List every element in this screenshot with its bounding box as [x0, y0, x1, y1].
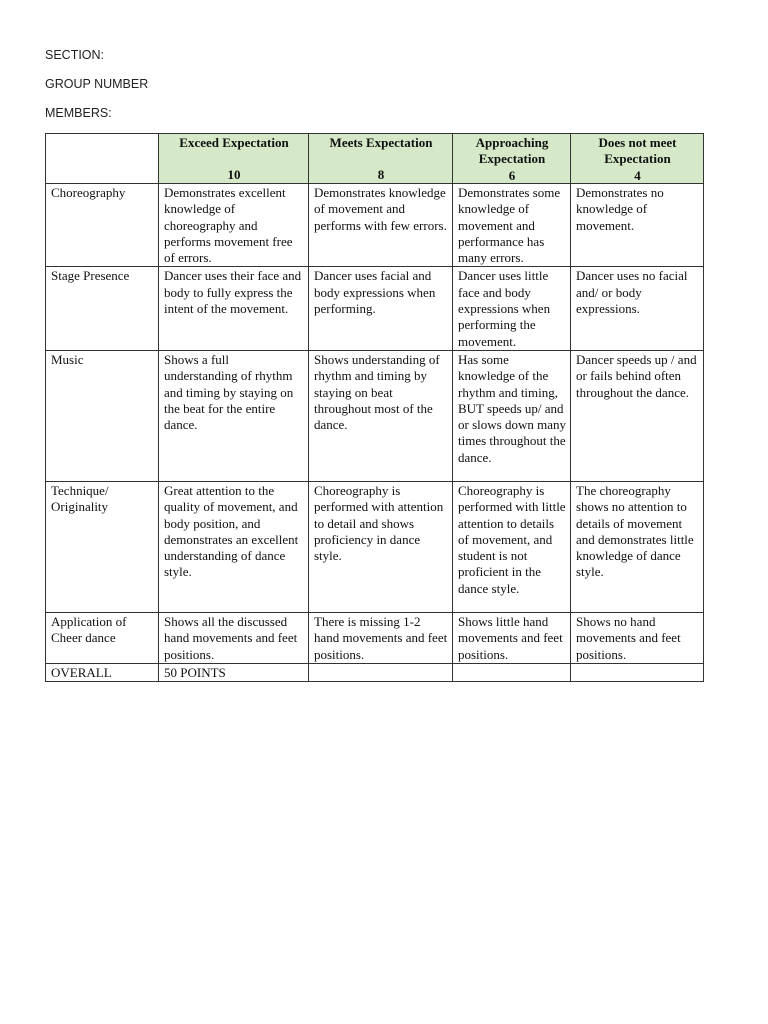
- criterion-label: Application of Cheer dance: [46, 612, 159, 663]
- rubric-cell: Dancer uses no facial and/ or body expressions.: [571, 267, 704, 350]
- rubric-row-technique: [46, 481, 704, 612]
- rubric-cell: Shows understanding of rhythm and timing by staying on beat throughout most of the dance.: [309, 350, 453, 481]
- criterion-label: Music: [46, 350, 159, 481]
- level-points: 10: [227, 166, 241, 182]
- members-label: MEMBERS:: [45, 106, 112, 120]
- rubric-cell: Dancer uses their face and body to fully express the intent of the movement.: [159, 267, 309, 350]
- criterion-label: Choreography: [46, 184, 159, 267]
- rubric-cell: Demonstrates no knowledge of movement.: [571, 184, 704, 267]
- rubric-cell: Demonstrates some knowledge of movement and performance has many errors.: [453, 184, 571, 267]
- rubric-header-does-not-meet: [571, 134, 704, 184]
- rubric-cell: Choreography is performed with little attention to details of movement, and student is not proficient in the dance style.: [453, 481, 571, 612]
- rubric-header-meets: [309, 134, 453, 184]
- rubric-cell: Choreography is performed with attention to detail and shows proficiency in dance style.: [309, 481, 453, 612]
- rubric-cell: Shows no hand movements and feet positions.: [571, 612, 704, 663]
- rubric-cell: There is missing 1-2 hand movements and feet positions.: [309, 612, 453, 663]
- rubric-cell: [571, 663, 704, 681]
- rubric-row-choreography: [46, 184, 704, 267]
- level-title: Does not meet Expectation: [598, 135, 677, 167]
- level-title: Exceed Expectation: [179, 135, 289, 150]
- level-title: Approaching Expectation: [475, 135, 549, 167]
- rubric-cell: [453, 663, 571, 681]
- rubric-header-exceed: [159, 134, 309, 184]
- rubric-cell: Dancer speeds up / and or fails behind often throughout the dance.: [571, 350, 704, 481]
- rubric-cell: Has some knowledge of the rhythm and timing, BUT speeds up/ and or slows down many times throughout the dance.: [453, 350, 571, 481]
- rubric-cell: Dancer uses facial and body expressions when performing.: [309, 267, 453, 350]
- level-points: 4: [634, 167, 641, 183]
- criterion-label: Technique/ Originality: [46, 481, 159, 612]
- rubric-row-application: [46, 612, 704, 663]
- level-title: Meets Expectation: [329, 135, 433, 150]
- rubric-cell: Great attention to the quality of movement, and body position, and demonstrates an excellent understanding of dance style.: [159, 481, 309, 612]
- group-number-label: GROUP NUMBER: [45, 77, 149, 91]
- level-points: 6: [508, 167, 516, 183]
- rubric-cell: Demonstrates excellent knowledge of choreography and performs movement free of errors.: [159, 184, 309, 267]
- criterion-label: OVERALL: [46, 663, 159, 681]
- rubric-cell: Shows all the discussed hand movements and feet positions.: [159, 612, 309, 663]
- section-label: SECTION:: [45, 48, 105, 62]
- rubric-header-row: [46, 134, 704, 184]
- rubric-header-corner: [46, 134, 159, 184]
- rubric-header-approaching: [453, 134, 571, 184]
- rubric-table: [45, 133, 704, 682]
- rubric-cell: [309, 663, 453, 681]
- level-points: 8: [377, 166, 385, 182]
- criterion-label: Stage Presence: [46, 267, 159, 350]
- rubric-cell: Demonstrates knowledge of movement and performs with few errors.: [309, 184, 453, 267]
- rubric-cell: 50 POINTS: [159, 663, 309, 681]
- rubric-row-overall: [46, 663, 704, 681]
- rubric-cell: Dancer uses little face and body expressions when performing the movement.: [453, 267, 571, 350]
- rubric-row-stage-presence: [46, 267, 704, 350]
- rubric-cell: Shows little hand movements and feet positions.: [453, 612, 571, 663]
- rubric-cell: The choreography shows no attention to details of movement and demonstrates little knowledge of dance style.: [571, 481, 704, 612]
- rubric-cell: Shows a full understanding of rhythm and timing by staying on the beat for the entire dance.: [159, 350, 309, 481]
- rubric-row-music: [46, 350, 704, 481]
